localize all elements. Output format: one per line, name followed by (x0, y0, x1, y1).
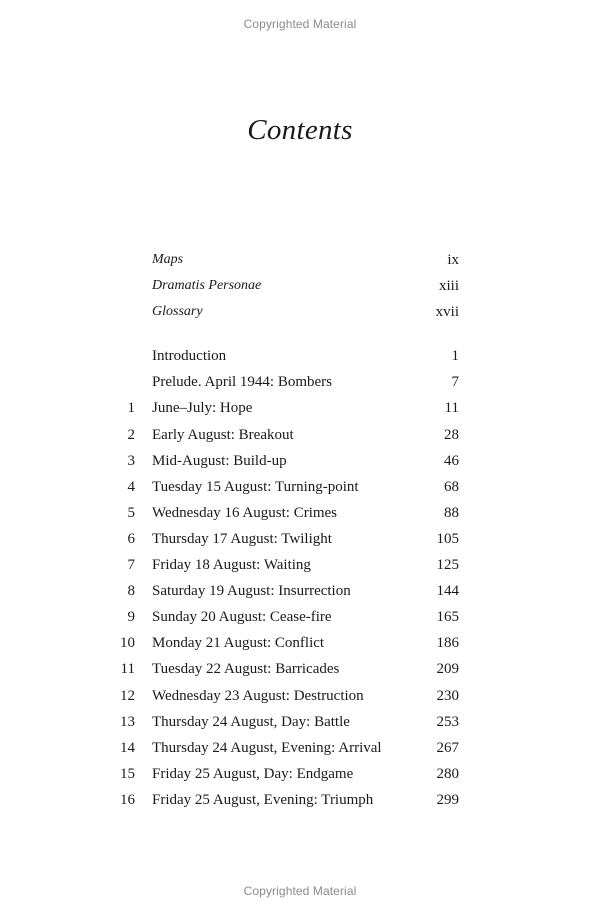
toc-entry (0, 299, 600, 325)
chapter-list (0, 343, 600, 813)
entry-title: Early August: Breakout (152, 426, 294, 443)
page-number: xvii (435, 304, 459, 321)
page-number: 7 (451, 374, 459, 391)
toc-entry (0, 395, 600, 421)
entry-title: Tuesday 22 August: Barricades (152, 661, 340, 678)
toc-entry (0, 735, 600, 761)
entry-title: Wednesday 23 August: Destruction (152, 687, 364, 704)
front-matter-list (0, 247, 600, 325)
toc-entry (0, 630, 600, 656)
entry-title: Tuesday 15 August: Turning-point (152, 478, 359, 495)
toc-entry (0, 448, 600, 474)
chapter-number: 10 (120, 635, 135, 652)
copyright-watermark-top: Copyrighted Material (243, 17, 357, 31)
toc-entry (0, 526, 600, 552)
table-of-contents (0, 247, 600, 813)
entry-title: Glossary (152, 304, 203, 320)
toc-entry (0, 247, 600, 273)
entry-title: Wednesday 16 August: Crimes (152, 504, 338, 521)
page-number: 280 (436, 765, 459, 782)
chapter-number: 9 (127, 609, 135, 626)
page-number: 230 (436, 687, 459, 704)
toc-entry (0, 604, 600, 630)
page-number: 11 (444, 400, 459, 417)
toc-entry (0, 761, 600, 787)
section-gap (0, 325, 600, 343)
chapter-number: 15 (120, 765, 135, 782)
page-number: xiii (438, 278, 459, 295)
page-number: 144 (436, 583, 459, 600)
chapter-number: 2 (127, 426, 135, 443)
page-number: 1 (451, 348, 459, 365)
entry-title: Introduction (152, 348, 227, 365)
chapter-number: 5 (127, 504, 135, 521)
chapter-number: 1 (127, 400, 135, 417)
chapter-number: 13 (120, 713, 135, 730)
entry-title: Saturday 19 August: Insurrection (152, 583, 351, 600)
toc-entry (0, 422, 600, 448)
chapter-number: 11 (120, 661, 135, 678)
page-number: 28 (444, 426, 459, 443)
page-number: 88 (444, 504, 459, 521)
toc-entry (0, 787, 600, 813)
entry-title: Dramatis Personae (152, 278, 262, 294)
chapter-number: 7 (127, 557, 135, 574)
page-number: ix (447, 252, 459, 268)
page-number: 105 (436, 530, 459, 547)
page-title: Contents (247, 114, 353, 146)
toc-entry (0, 656, 600, 682)
toc-entry (0, 343, 600, 369)
toc-entry (0, 552, 600, 578)
entry-title: Friday 25 August, Evening: Triumph (152, 791, 374, 808)
entry-title: Prelude. April 1944: Bombers (152, 374, 332, 391)
entry-title: Mid-August: Build-up (152, 452, 287, 469)
page-number: 186 (436, 635, 459, 652)
chapter-number: 12 (120, 687, 135, 704)
entry-title: June–July: Hope (152, 400, 253, 417)
toc-entry (0, 683, 600, 709)
chapter-number: 14 (120, 739, 135, 756)
toc-entry (0, 474, 600, 500)
page-number: 209 (436, 661, 459, 678)
chapter-number: 4 (127, 478, 135, 495)
copyright-watermark-bottom: Copyrighted Material (243, 884, 357, 898)
toc-entry (0, 500, 600, 526)
toc-entry (0, 369, 600, 395)
entry-title: Monday 21 August: Conflict (152, 635, 325, 652)
entry-title: Thursday 17 August: Twilight (152, 530, 332, 547)
entry-title: Sunday 20 August: Cease-fire (152, 609, 332, 626)
toc-entry (0, 578, 600, 604)
page-number: 299 (436, 791, 459, 808)
entry-title: Maps (152, 252, 184, 267)
page-number: 46 (444, 452, 459, 469)
entry-title: Thursday 24 August, Evening: Arrival (152, 739, 382, 756)
chapter-number: 16 (120, 791, 135, 808)
page-number: 267 (436, 739, 459, 756)
chapter-number: 3 (127, 452, 135, 469)
page-number: 165 (436, 609, 459, 626)
chapter-number: 6 (127, 530, 135, 547)
entry-title: Friday 25 August, Day: Endgame (152, 765, 354, 782)
page-number: 125 (436, 557, 459, 574)
entry-title: Thursday 24 August, Day: Battle (152, 713, 350, 730)
entry-title: Friday 18 August: Waiting (152, 557, 311, 574)
toc-entry (0, 273, 600, 299)
page-number: 68 (444, 478, 459, 495)
page-number: 253 (436, 713, 459, 730)
toc-entry (0, 709, 600, 735)
chapter-number: 8 (127, 583, 135, 600)
